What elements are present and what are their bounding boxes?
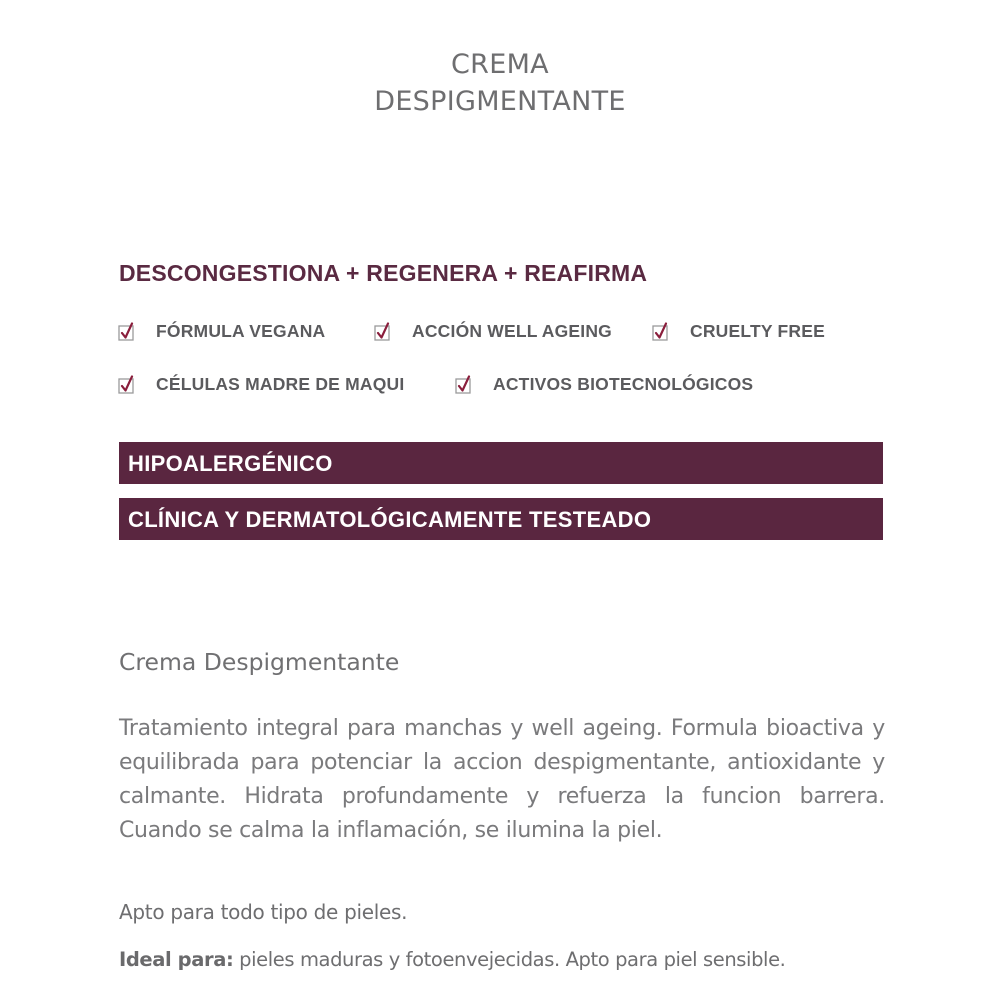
feature-label: FÓRMULA VEGANA (156, 321, 326, 341)
dermatologically-tested-banner: CLÍNICA Y DERMATOLÓGICAMENTE TESTEADO (119, 498, 883, 540)
product-subtitle: Crema Despigmentante (119, 648, 400, 676)
checkbox-checked-icon (652, 322, 670, 342)
feature-vegan-formula (118, 321, 325, 342)
checkbox-checked-icon (118, 375, 136, 395)
benefits-headline: DESCONGESTIONA + REGENERA + REAFIRMA (119, 260, 648, 286)
feature-label: ACCIÓN WELL AGEING (412, 321, 612, 341)
ideal-for-label: Ideal para: (119, 948, 234, 971)
feature-label: CRUELTY FREE (690, 321, 825, 341)
ideal-for (119, 948, 785, 971)
feature-well-ageing (374, 321, 612, 342)
feature-cruelty-free (652, 321, 825, 342)
product-title-line1: CREMA (451, 49, 549, 80)
product-description: Tratamiento integral para manchas y well ageing. Formula bioactiva y equilibrada para potenciar la accion despigmentante, antioxidante y calmante. Hidrata profundamente y refuerza la funcion barrera. Cuando se calma la inflamación, se ilumina la piel. (119, 716, 885, 843)
checkbox-checked-icon (374, 322, 392, 342)
checkbox-checked-icon (118, 322, 136, 342)
feature-label: ACTIVOS BIOTECNOLÓGICOS (493, 374, 754, 394)
feature-biotech-actives (455, 374, 753, 395)
hypoallergenic-banner: HIPOALERGÉNICO (119, 442, 883, 484)
product-title-line2: DESPIGMENTANTE (374, 86, 626, 117)
skin-suitability: Apto para todo tipo de pieles. (119, 900, 408, 924)
checkbox-checked-icon (455, 375, 473, 395)
ideal-for-text: pieles maduras y fotoenvejecidas. Apto para piel sensible. (233, 948, 786, 971)
feature-label: CÉLULAS MADRE DE MAQUI (156, 374, 405, 394)
feature-maqui-stem-cells (118, 374, 404, 395)
